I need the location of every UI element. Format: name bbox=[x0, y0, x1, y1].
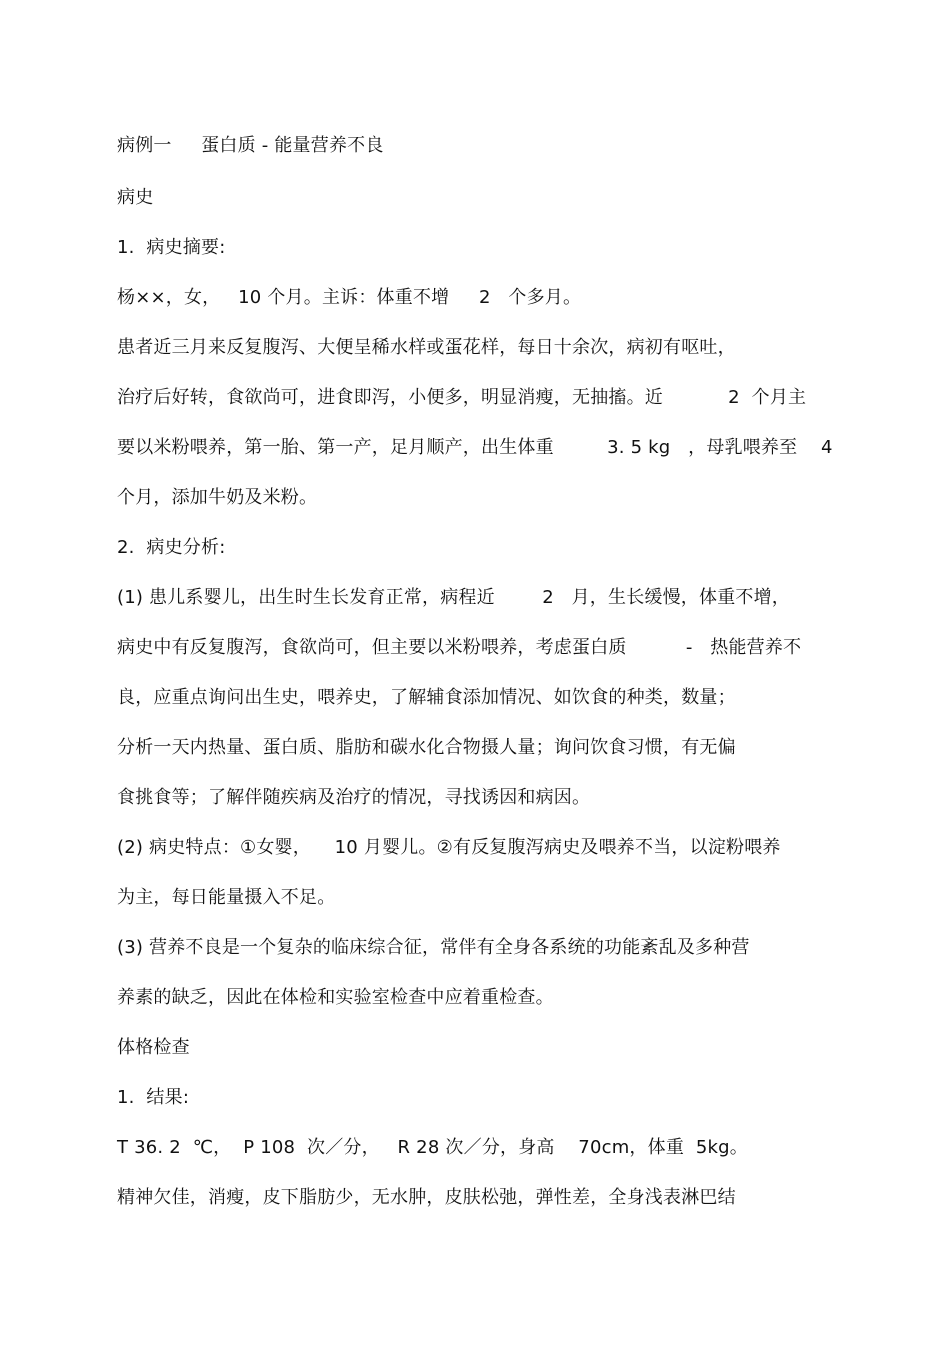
section-heading-history: 病史 bbox=[117, 187, 154, 208]
subheading-history-analysis: 2. 病史分析: bbox=[117, 537, 226, 558]
text-line: 良，应重点询问出生史，喂养史，了解辅食添加情况、如饮食的种类，数量； bbox=[117, 687, 736, 708]
case-title: 病例一 蛋白质 - 能量营养不良 bbox=[117, 135, 384, 156]
subheading-history-summary: 1. 病史摘要: bbox=[117, 237, 226, 258]
text-line: (1) 患儿系婴儿，出生时生长发育正常，病程近 2 月，生长缓慢，体重不增， bbox=[117, 587, 791, 608]
text-line: 杨××，女， 10 个月。主诉：体重不增 2 个多月。 bbox=[117, 287, 582, 308]
text-line: T 36. 2 ℃， P 108 次／分， R 28 次／分，身高 70cm，体重 5kg。 bbox=[117, 1137, 748, 1158]
text-line: 患者近三月来反复腹泻、大便呈稀水样或蛋花样，每日十余次，病初有呕吐， bbox=[117, 337, 736, 358]
section-heading-physical-exam: 体格检查 bbox=[117, 1037, 190, 1058]
subheading-results: 1. 结果: bbox=[117, 1087, 190, 1108]
text-line: 要以米粉喂养，第一胎、第一产，足月顺产，出生体重 3. 5 kg ，母乳喂养至 4 bbox=[117, 437, 833, 458]
text-line: 精神欠佳，消瘦，皮下脂肪少，无水肿，皮肤松弛，弹性差，全身浅表淋巴结 bbox=[117, 1187, 736, 1208]
text-line: 治疗后好转，食欲尚可，进食即泻，小便多，明显消瘦，无抽搐。近 2 个月主 bbox=[117, 387, 807, 408]
text-line: (2) 病史特点：①女婴， 10 月婴儿。②有反复腹泻病史及喂养不当，以淀粉喂养 bbox=[117, 837, 781, 858]
text-line: 食挑食等；了解伴随疾病及治疗的情况，寻找诱因和病因。 bbox=[117, 787, 591, 808]
text-line: 为主，每日能量摄入不足。 bbox=[117, 887, 336, 908]
text-line: 个月，添加牛奶及米粉。 bbox=[117, 487, 318, 508]
text-line: 病史中有反复腹泻，食欲尚可，但主要以米粉喂养，考虑蛋白质 - 热能营养不 bbox=[117, 637, 802, 658]
text-line: 分析一天内热量、蛋白质、脂肪和碳水化合物摄人量；询问饮食习惯，有无偏 bbox=[117, 737, 736, 758]
text-line: 养素的缺乏，因此在体检和实验室检查中应着重检查。 bbox=[117, 987, 554, 1008]
text-line: (3) 营养不良是一个复杂的临床综合征，常伴有全身各系统的功能紊乱及多种营 bbox=[117, 937, 750, 958]
